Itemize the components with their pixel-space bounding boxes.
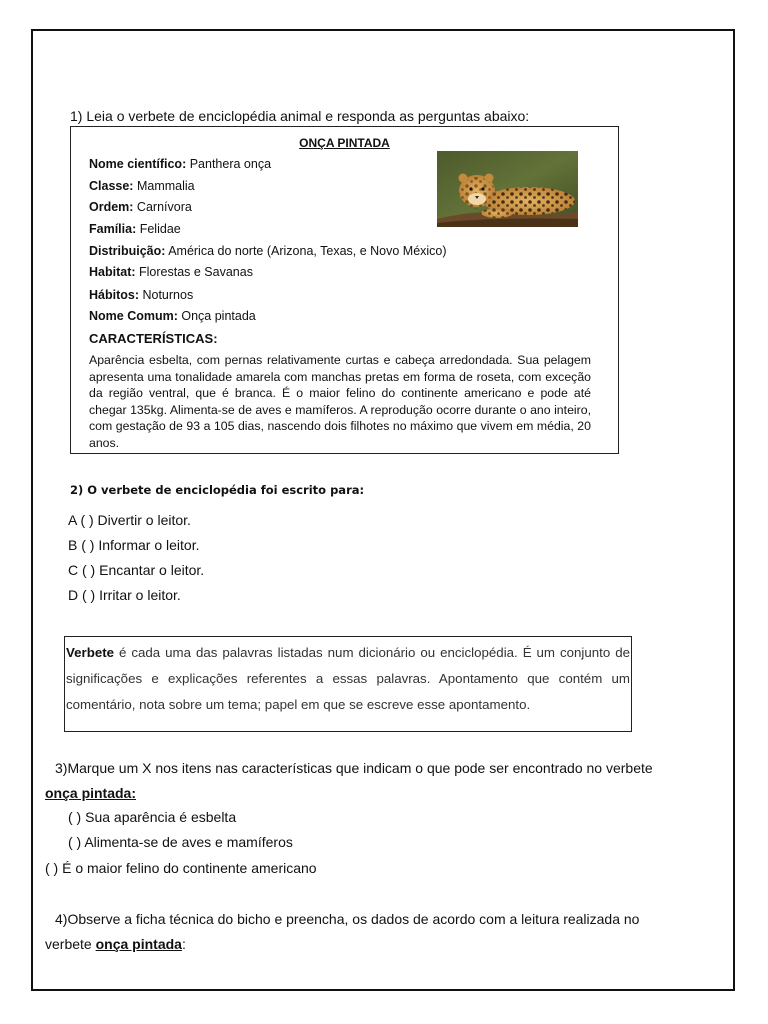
- field-habitat: Habitat: Florestas e Savanas: [89, 265, 253, 279]
- entry-title: ONÇA PINTADA: [299, 136, 390, 150]
- checkbox-item-2[interactable]: ( ) Alimenta-se de aves e mamíferos: [68, 834, 293, 850]
- field-family: Família: Felidae: [89, 222, 181, 236]
- characteristics-text: Aparência esbelta, com pernas relativamente curtas e cabeça arredondada. Sua pelagem apresenta uma tonalidade amarela com manchas pretas em forma de roseta, com exceção da região ventral, que é branca. É o maior felino do continente americano e pode até chegar 135kg. Alimenta-se de aves e mamíferos. A reprodução ocorre durante o ano inteiro, com gestação de 93 a 105 dias, nascendo dois filhotes no máximo que vivem em média, 20 anos.: [89, 353, 591, 450]
- checkbox-item-3[interactable]: ( ) É o maior felino do continente americano: [45, 860, 317, 876]
- field-distribution: Distribuição: América do norte (Arizona, Texas, e Novo México): [89, 244, 447, 258]
- option-d[interactable]: D ( ) Irritar o leitor.: [68, 587, 181, 603]
- definition-text: Verbete é cada uma das palavras listadas num dicionário ou enciclopédia. É um conjunto de significações e explicações referentes a essas palavras. Apontamento que contém um comentário, nota sobre um tema; papel em que se escreve esse apontamento.: [66, 645, 630, 712]
- question-3: 3)Marque um X nos itens nas características que indicam o que pode ser encontrado no verbete: [55, 760, 653, 776]
- field-scientific-name: Nome científico: Panthera onça: [89, 157, 272, 171]
- definition-box: [64, 636, 632, 732]
- jaguar-photo: [437, 151, 578, 227]
- encyclopedia-entry-box: [70, 126, 619, 454]
- field-order: Ordem: Carnívora: [89, 200, 192, 214]
- option-c[interactable]: C ( ) Encantar o leitor.: [68, 562, 205, 578]
- field-common-name: Nome Comum: Onça pintada: [89, 309, 256, 323]
- checkbox-item-1[interactable]: ( ) Sua aparência é esbelta: [68, 809, 237, 825]
- question-1: 1) Leia o verbete de enciclopédia animal e responda as perguntas abaixo:: [70, 108, 530, 124]
- definition-term: Verbete: [66, 645, 115, 660]
- option-a[interactable]: A ( ) Divertir o leitor.: [68, 512, 191, 528]
- question-3-subject: onça pintada:: [45, 785, 137, 801]
- field-class: Classe: Mammalia: [89, 179, 195, 193]
- question-4-line2: verbete onça pintada:: [45, 936, 186, 952]
- question-2: 2) O verbete de enciclopédia foi escrito para:: [70, 483, 365, 497]
- question-4: 4)Observe a ficha técnica do bicho e preencha, os dados de acordo com a leitura realizada no: [55, 911, 640, 927]
- field-habits: Hábitos: Noturnos: [89, 288, 194, 302]
- question-4-subject: onça pintada: [95, 936, 182, 952]
- option-b[interactable]: B ( ) Informar o leitor.: [68, 537, 200, 553]
- characteristics-title: CARACTERÍSTICAS:: [89, 331, 218, 346]
